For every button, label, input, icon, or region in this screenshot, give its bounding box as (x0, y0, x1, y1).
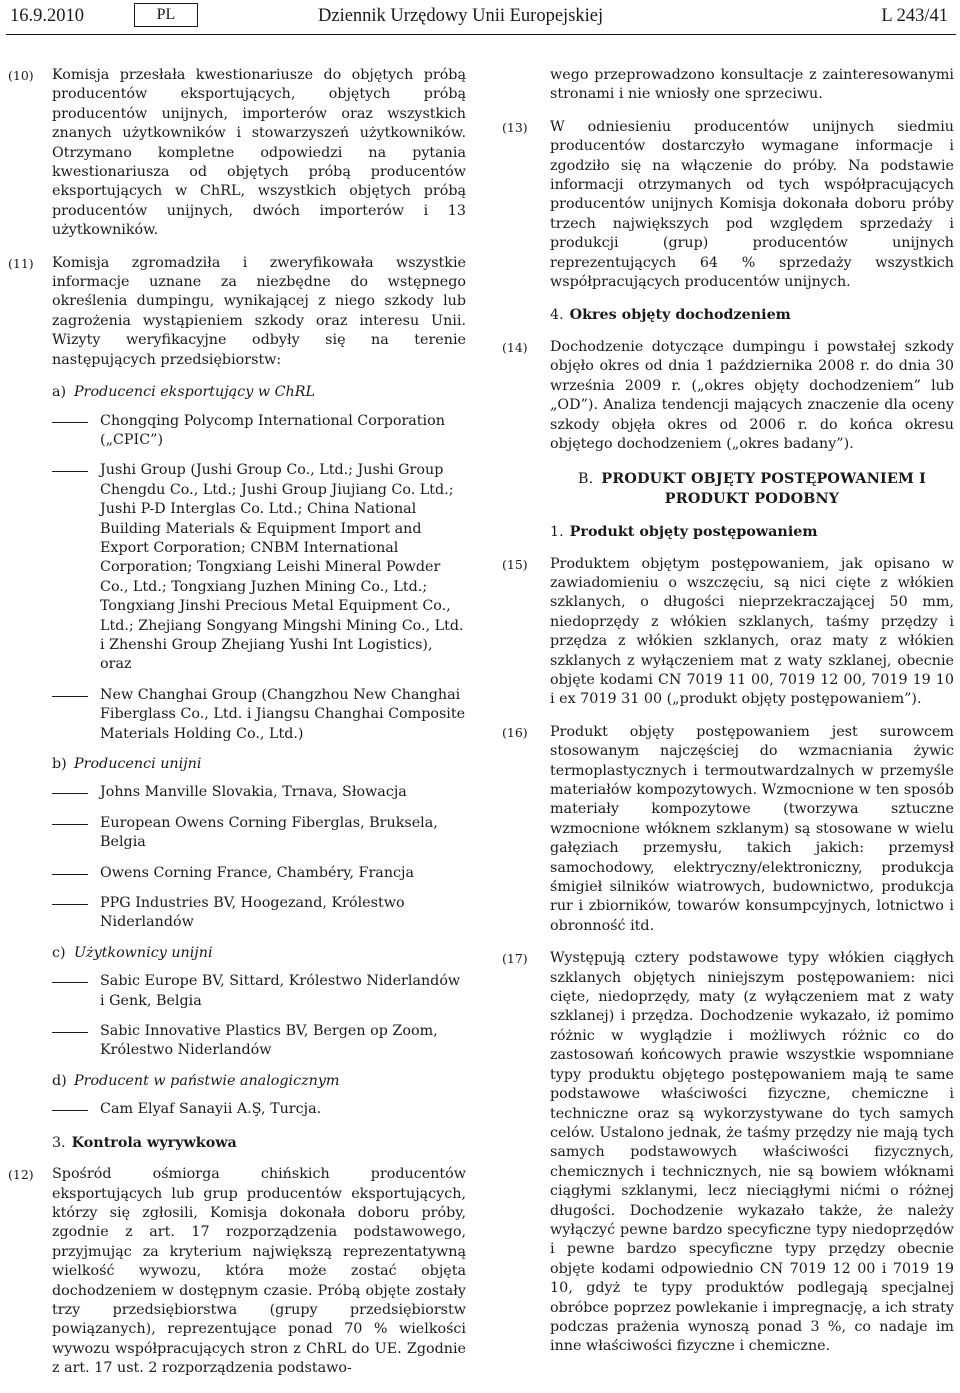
list-item: Sabic Europe BV, Sittard, Królestwo Niderlandów i Genk, Belgia (8, 972, 466, 1011)
list-title: Użytkownicy unijni (74, 944, 213, 961)
paragraph-text: Spośród ośmiorga chińskich producentów eksportujących lub grup producentów eksportujących, którzy się zgłosili, Komisja dokonała doboru próby, zgodnie z art. 17 rozporządzenia podstawowego, przyjmując za kryterium największą reprezentatywną wielkość wywozu, która może zostać objęta dochodzeniem w dostępnym czasie. Próbą objęte zostały trzy przedsiębiorstwa (grupy przedsiębiorstw powiązanych), reprezentujące ponad 70 % wielkości wywozu współpracujących stron z ChRL do UE. Zgodnie z art. 17 ust. 2 rozporządzenia podstawo- (52, 1166, 466, 1377)
list-item: PPG Industries BV, Hoogezand, Królestwo Niderlandów (8, 894, 466, 933)
language-badge: PL (134, 3, 198, 27)
paragraph-text: W odniesieniu producentów unijnych siedmiu producentów dostarczyło wymagane informacje i zgodziło się na włączenie do próby. Na podstawie informacji otrzymanych od tych współpracujących producentów unijnych Komisja dokonała doboru próby trzech największych pod względem sprzedaży i produkcji (grup) producentów unijnych reprezentujących 64 % sprzedaży wszystkich współpracujących producentów unijnych. (550, 118, 954, 291)
section-heading-3 (52, 1134, 466, 1153)
paragraph-text: Komisja przesłała kwestionariusze do objętych próbą producentów eksportujących, objętych próbą producentów unijnych, importerów oraz wszystkich znanych użytkowników i stowarzyszeń użytkowników. Otrzymano kompletne odpowiedzi na pytania kwestionariusza od objętych próbą producentów eksportujących w ChRL, wszystkich objętych próbą producentów unijnych, dwóch importerów i 13 użytkowników. (52, 67, 466, 239)
heading-text: Kontrola wyrywkowa (71, 1134, 237, 1151)
list-item: Owens Corning France, Chambéry, Francja (8, 864, 466, 883)
paragraph-number: (10) (8, 68, 34, 83)
list-item: Chongqing Polycomp International Corporation („CPIC”) (8, 412, 466, 451)
list-label: a) (52, 384, 67, 401)
list-heading-b (52, 755, 466, 774)
heading-text: PRODUKT OBJĘTY POSTĘPOWANIEM I PRODUKT PODOBNY (601, 471, 927, 507)
journal-title: Dziennik Urzędowy Unii Europejskiej (318, 6, 604, 26)
heading-text: Okres objęty dochodzeniem (569, 307, 791, 324)
paragraph-17 (502, 949, 954, 1357)
list-item: New Changhai Group (Changzhou New Changhai Fiberglass Co., Ltd. i Jiangsu Changhai Composite Materials Holding Co., Ltd.) (8, 686, 466, 744)
header-rule (6, 34, 956, 35)
paragraph-number: (14) (502, 339, 528, 355)
heading-number: 4. (550, 307, 564, 324)
paragraph-11 (8, 254, 466, 370)
right-column (502, 66, 954, 1370)
heading-number: 1. (550, 524, 564, 541)
list-heading-d (52, 1072, 466, 1091)
list-title: Producent w państwie analogicznym (74, 1072, 340, 1089)
paragraph-10 (8, 66, 466, 241)
left-column (8, 66, 466, 1392)
list-item: Cam Elyaf Sanayii A.Ş, Turcja. (8, 1100, 466, 1119)
paragraph-number: (15) (502, 556, 528, 572)
paragraph-text: Produktem objętym postępowaniem, jak opisano w zawiadomieniu o wszczęciu, są nici cięte z włókien szklanych, o długości nieprzekraczającej 50 mm, niedoprzędy z włókien szklanych, taśmy przędzy i przędza z włókien szklanych, oraz maty z włókien szklanych z wyłączeniem mat z waty szklanej, obecnie objęte kodami CN 7019 11 00, 7019 12 00, 7019 19 10 i ex 7019 31 00 („produkt objęty postępowaniem”). (550, 555, 954, 708)
list-title: Producenci eksportujący w ChRL (74, 384, 316, 401)
paragraph-15 (502, 555, 954, 710)
paragraph-number: (12) (8, 1167, 34, 1183)
list-title: Producenci unijni (74, 756, 202, 772)
section-heading-1 (550, 523, 954, 542)
list-item: Jushi Group (Jushi Group Co., Ltd.; Jushi Group Chengdu Co., Ltd.; Jushi Group Jiujiang Co. Ltd.; Jushi P-D Interglas Co. Ltd.; China National Building Materials & Equipment Import and Export Corporation; CNBM International Corporation; Tongxiang Leishi Mineral Powder Co., Ltd.; Tongxiang Juzhen Mining Co., Ltd.; Tongxiang Jinshi Precious Metal Equipment Co., Ltd.; Zhejiang Songyang Mingshi Mining Co., Ltd. i Zhenshi Group Zhejiang Yushi Int Logistics), oraz (8, 461, 466, 674)
list-label: d) (52, 1072, 67, 1089)
paragraph-continuation: wego przeprowadzono konsultacje z zainteresowanymi stronami i nie wniosły one sprzeciwu. (550, 67, 954, 103)
paragraph-text: Występują cztery podstawowe typy włókien ciągłych szklanych objętych niniejszym postępowaniem: nici cięte, niedoprzędy, maty (z wyłączeniem mat z waty szklanej) i przędza. Dochodzenie wykazało, iż pomimo różnic w wyglądzie i możliwych różnic co do zastosowań końcowych prawie wszystkie wspomniane typy produktu objętego postępowaniem mają te same podstawowe właściwości fizyczne, chemiczne i techniczne oraz są wykorzystywane do tych samych celów. Ustalono jednak, że taśmy przędzy nie mają tych samych podstawowych właściwości fizycznych, chemicznych i technicznych, nie są bowiem włóknami ciągłymi szklanymi, lecz nieciągłymi nićmi o różnej długości. Dochodzenie wykazało także, że należy wyłączyć pewne bardzo specyficzne typy niedoprzędów i pewne bardzo specyficzne typy przędzy obecnie objęte kodami odpowiednio CN 7019 12 00 i 7019 19 10, gdyż te typy produktów podlegają specjalnej obróbce poprzez powlekanie i impregnację, a ich straty podczas prażenia wynoszą ponad 3 %, co nadaje im inne właściwości fizyczne i chemiczne. (550, 950, 954, 1355)
list-label: b) (52, 756, 67, 772)
paragraph-13 (502, 118, 954, 293)
paragraph-16 (502, 723, 954, 936)
heading-text: Produkt objęty postępowaniem (569, 524, 818, 541)
page-reference: L 243/41 (881, 6, 948, 26)
heading-number: B. (577, 471, 594, 488)
list-label: c) (52, 944, 66, 961)
list-item: Johns Manville Slovakia, Trnava, Słowacja (8, 783, 466, 802)
paragraph-text: Dochodzenie dotyczące dumpingu i powstałej szkody objęło okres od dnia 1 października 2008 r. do dnia 30 września 2009 r. („okres objęty dochodzeniem” lub „OD”). Analiza tendencji mających znaczenie dla oceny szkody objęła okres od 2006 r. do końca okresu objętego dochodzeniem („okres badany”). (550, 338, 954, 452)
paragraph-text: Komisja zgromadziła i zweryfikowała wszystkie informacje uznane za niezbędne do wstępnego określenia dumpingu, wynikającej z niego szkody lub zagrożenia wystąpieniem szkody oraz interesu Unii. Wizyty weryfikacyjne odbyły się na terenie następujących przedsiębiorstw: (52, 254, 466, 368)
heading-number: 3. (52, 1134, 66, 1151)
paragraph-number: (11) (8, 255, 34, 271)
paragraph-text: Produkt objęty postępowaniem jest surowcem stosowanym najczęściej do wzmacniania żywic termoplastycznych i termoutwardzalnych w przemyśle materiałów kompozytowych. Wzmocnione w ten sposób materiały kompozytowe (tworzywa sztuczne wzmocnione włóknem szklanym) są stosowane w wielu gałęziach przemysłu, takich jakich: przemysł samochodowy, elektryczny/elektroniczny, produkcja śmigieł silników wiatrowych, budownictwo, produkcja rur i zbiorników, towarów konsumpcyjnych, lotnictwo i obronność itd. (550, 723, 954, 934)
paragraph-number: (17) (502, 951, 528, 967)
paragraph-number: (13) (502, 119, 528, 135)
page-header (0, 0, 960, 34)
list-heading-c (52, 944, 466, 963)
publication-date: 16.9.2010 (10, 6, 84, 26)
section-heading-b (550, 470, 954, 509)
paragraph-14 (502, 338, 954, 454)
list-heading-a (52, 383, 466, 402)
section-heading-4 (550, 306, 954, 325)
paragraph-number: (16) (502, 724, 528, 740)
list-item: Sabic Innovative Plastics BV, Bergen op Zoom, Królestwo Niderlandów (8, 1022, 466, 1061)
list-item: European Owens Corning Fiberglas, Bruksela, Belgia (8, 814, 466, 853)
paragraph-12 (8, 1165, 466, 1378)
